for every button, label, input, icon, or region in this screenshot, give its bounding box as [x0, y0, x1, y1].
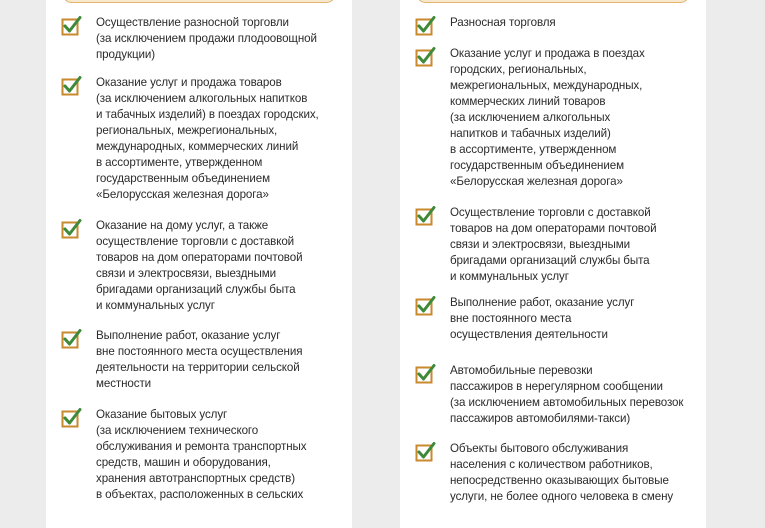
checkbox-checked-icon [61, 328, 83, 350]
list-item-text: Выполнение работ, оказание услуг вне постоянного места осуществления деятельности на территории сельской местности [96, 329, 303, 390]
list-item-text: Разносная торговля [450, 16, 556, 29]
checkbox-checked-icon [415, 205, 437, 227]
list-item-text: Оказание на дому услуг, а также осуществление торговли с доставкой товаров на дом операторами почтовой связи и электросвязи, выездными бригадами организаций службы быта и коммунальных услуг [96, 219, 303, 312]
list-item-text: Оказание услуг и продажа товаров (за исключением алкогольных напитков и табачных изделий) в поездах городских, региональных, межрегиональных, международных, коммерческих линий в ассортименте, утвержденном государственным объединением «Белорусская железная дорога» [96, 76, 319, 201]
checkbox-checked-icon [61, 407, 83, 429]
checkbox-checked-icon [415, 15, 437, 37]
list-item-text: Оказание услуг и продажа в поездах городских, региональных, межрегиональных, международных, коммерческих линий товаров (за исключением алкогольных напитков и табачных изделий) в ассортименте, утвержденном государственным объединением «Белорусская железная дорога» [450, 47, 645, 188]
checkbox-checked-icon [61, 75, 83, 97]
list-item-text: Автомобильные перевозки пассажиров в нерегулярном сообщении (за исключением автомобильных перевозок пассажиров автомобилями-такси) [450, 364, 684, 425]
checkbox-checked-icon [415, 363, 437, 385]
list-item-text: Осуществление торговли с доставкой товаров на дом операторами почтовой связи и электросвязи, выездными бригадами организаций службы быта и коммунальных услуг [450, 206, 657, 283]
left-card-header-tab [62, 0, 336, 3]
list-item-text: Оказание бытовых услуг (за исключением технического обслуживания и ремонта транспортных средств, машин и оборудования, хранения автотранспортных средств) в объектах, расположенных в сельских [96, 408, 307, 501]
checkbox-checked-icon [61, 15, 83, 37]
checkbox-checked-icon [61, 218, 83, 240]
list-item-text: Выполнение работ, оказание услуг вне постоянного места осуществления деятельности [450, 296, 635, 341]
left-column-card [46, 0, 352, 528]
list-item-text: Объекты бытового обслуживания населения с количеством работников, непосредственно оказывающих бытовые услуги, не более одного человека в смену [450, 442, 674, 503]
right-column-card [400, 0, 706, 528]
checkbox-checked-icon [415, 46, 437, 68]
checkbox-checked-icon [415, 441, 437, 463]
list-item-text: Осуществление разносной торговли (за исключением продажи плодоовощной продукции) [96, 16, 317, 61]
checkbox-checked-icon [415, 295, 437, 317]
right-card-header-tab [416, 0, 690, 3]
